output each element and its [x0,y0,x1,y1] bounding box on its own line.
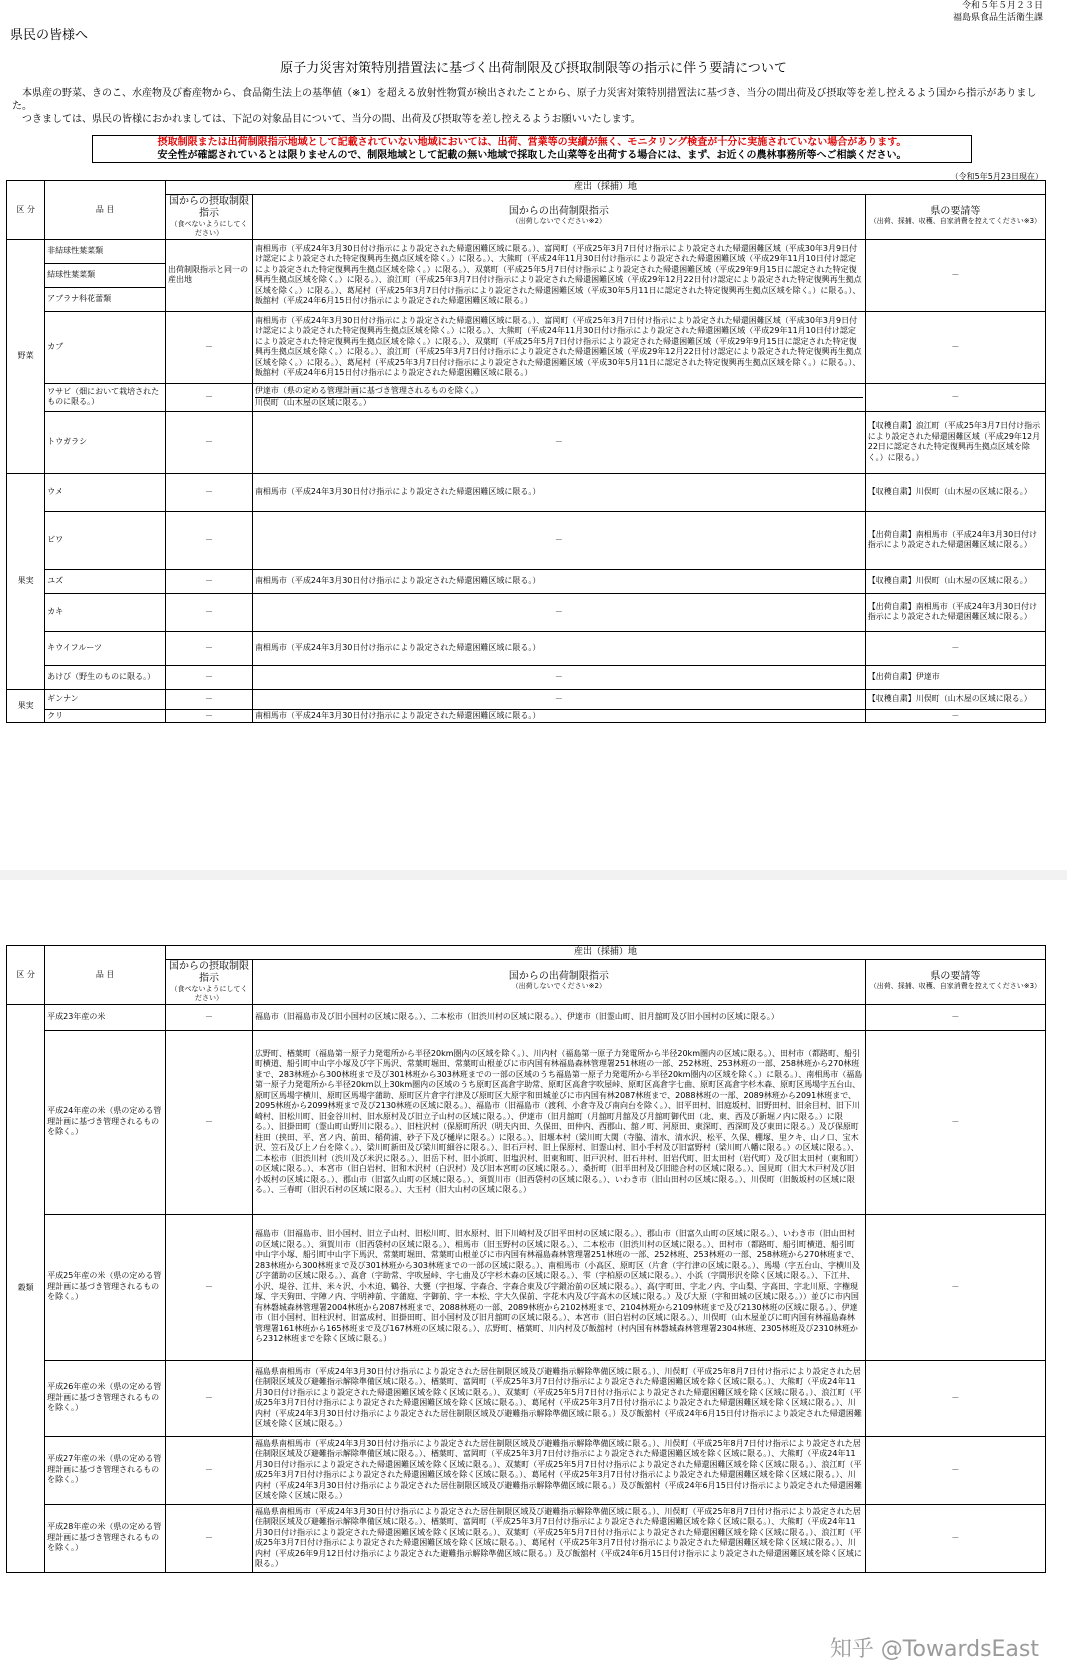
rice-h27-ship: 福島県南相馬市（平成24年3月30日付け指示により設定された居住制限区域及び避難指示解除準備区域に限る。）、川俣町（平成25年8月7日付け指示により設定された居住制限区域及び避難指示解除準備区域に限る。）、楢葉町、富岡町（平成25年3月7日付け指示により設定された帰還困難区域を除く区域に限る。）、大熊町（平成24年11月30日付け指示により設定された帰還困難区域を除く区域に限る。）、双葉町（平成25年5月7日付け指示により設定された帰還困難区域を除く区域に限る。）、浪江町（平成25年3月7日付け指示により設定された帰還困難区域を除く区域に限る。）、葛尾村（平成25年3月7日付け指示により設定された帰還困難区域を除く区域に限る。）、川内村（平成24年3月30日付け指示により設定された居住制限区域及び避難指示解除準備区域に限る。）及び飯舘村（平成24年6月15日付け指示により設定された帰還困難区域を除く区域に限る。） [252,1436,865,1504]
rice-h26-ship: 福島県南相馬市（平成24年3月30日付け指示により設定された居住制限区域及び避難指示解除準備区域に限る。）、川俣町（平成25年8月7日付け指示により設定された居住制限区域及び避難指示解除準備区域に限る。）、楢葉町、富岡町（平成25年3月7日付け指示により設定された帰還困難区域を除く区域に限る。）、大熊町（平成24年11月30日付け指示により設定された帰還困難区域を除く区域に限る。）、双葉町（平成25年5月7日付け指示により設定された帰還困難区域を除く区域に限る。）、浪江町（平成25年3月7日付け指示により設定された帰還困難区域を除く区域に限る。）、葛尾村（平成25年3月7日付け指示により設定された帰還困難区域を除く区域に限る。）、川内村（平成24年3月30日付け指示により設定された居住制限区域及び避難指示解除準備区域に限る。）及び飯舘村（平成24年6月15日付け指示により設定された帰還困難区域を除く区域に限る。） [252,1360,865,1436]
rice-h28-intake: － [166,1504,253,1572]
ume-intake: － [166,473,253,511]
item-rice-h25: 平成25年産の米（県の定める管理計画に基づき管理されるものを除く。） [45,1214,166,1360]
header-pref [865,194,1045,239]
notice-warning-red: 摂取制限または出荷制限指示地域として記載されていない地域においては、出荷、営業等の実績が無く、モニタリング検査が十分に実施されていない場合があります。 [157,137,907,148]
kaki-ship: － [252,593,865,631]
header-ship-2 [252,959,865,1004]
wasabi-intake: － [166,383,253,411]
biwa-ship: － [252,511,865,569]
ume-pref: 【収穫自粛】川俣町（山木屋の区域に限る。） [865,473,1045,511]
leafy-intake: 出荷制限指示と同一の産出地 [166,239,253,311]
item-rice-h27: 平成27年産の米（県の定める管理計画に基づき管理されるものを除く。） [45,1436,166,1504]
category-nuts: 果実 [7,689,45,723]
item-rice-h28: 平成28年産の米（県の定める管理計画に基づき管理されるものを除く。） [45,1504,166,1572]
akebi-ship: － [252,665,865,689]
intro-paragraph-2: つきましては、県民の皆様におかれましては、下記の対象品目について、当分の間、出荷及び摂取等を差し控えるようお願いいたします。 [22,114,641,125]
kabu-intake: － [166,311,253,383]
rice-h24-ship: 広野町、楢葉町（福島第一原子力発電所から半径20km圏内の区域を除く。）、川内村（福島第一原子力発電所から半径20km圏内の区域に限る。）、田村市（都路町、船引町横道、船引町中山字小塚及び字下馬沢、常葉町堀田、常葉町山根並びに市内国有林福島森林管理署251林班の一部、252林班、253林班の一部、258林班から270林班まで、283林班から300林班まで及び301林班から303林班までの一部の区域のうち福島第一原子力発電所から半径20km圏内の区域を除く。）に限る。）、南相馬市（福島第一原子力発電所から半径20km以上30km圏内の区域のうち原町区高倉字助常、原町区高倉字吹屋峠、原町区高倉字七曲、原町区高倉字杉木森、原町区馬場字五台山、原町区馬場字横川、原町区馬場字蒲助、原町区片倉字行津及び原町区大原字和田城並びに市内国有林2087林班まで、2088林班の一部、2089林班から2091林班まで、2095林班から2099林班まで及び2130林班の区域に限る。）、福島市（旧福島市（渡利、小倉寺及び南向台を除く。）、旧平田村、旧庭坂村、旧野田村、旧余目村、旧下川崎村、旧松川町、旧金谷川村、旧水原村及び旧立子山村の区域に限る。）、伊達市（旧月舘町（月舘町月舘及び月舘町御代田（北、東、西及び新堀ノ内に限る。）に限る。）、旧掛田町（霊山町山野川に限る。）、旧柱沢村（保原町所沢（明夫内田、久保田、田仲内、西郡山、舘ノ町、河原田、東深町、西深町及び東田に限る。）及び保原町柱田（挟田、平、宮ノ内、前田、稲荷浦、砂子下及び樋岸に限る。）に限る。）、旧堰本村（梁川町大関（寺脇、清水、清水沢、松平、久保、棚塚、里クキ、山ノ口、宝木沢、笠石及び上ノ台を除く。）、梁川町新田及び梁川町細谷に限る。）、旧石戸村、旧上保原村、旧霊山村、旧小手村及び旧富野村（梁川町八幡に限る。）の区域に限る。）、二本松市（旧渋川村（渋川及び米沢に限る。）、旧岳下村、旧小浜町、旧塩沢村、旧東和町、旧戸沢村、旧石井村、旧岩代町、旧太田村（岩代町）及び旧太田村（東和町）の区域に限る。）、本宮市（旧白岩村、旧和木沢村（白沢村）及び旧本宮町の区域に限る。）、桑折町（旧半田村及び旧睦合村の区域に限る。）、国見町（旧大木戸村及び旧小坂村の区域に限る。）、郡山市（旧富久山町の区域に限る。）、須賀川市（旧西袋村の区域に限る。）、いわき市（旧山田村の区域に限る。）、川俣町（旧飯坂村の区域に限る。）、三春町（旧沢石村の区域に限る。）、大玉村（旧大山村の区域に限る。） [252,1030,865,1214]
item-leafy-2: 結球性葉菜類 [45,263,166,287]
ginnan-intake: － [166,689,253,709]
document-title: 原子力災害対策特別措置法に基づく出荷制限及び摂取制限等の指示に伴う要請について [280,61,787,76]
kabu-ship: 南相馬市（平成24年3月30日付け指示により設定された帰還困難区域に限る。）、富岡町（平成25年3月7日付け指示により設定された帰還困難区域（平成30年3月9日付け認定により設定された特定復興再生拠点区域を除く。）に限る。）、大熊町（平成24年11月30日付け指示により設定された帰還困難区域（平成29年11月10日付け認定により設定された特定復興再生拠点区域を除く。）に限る。）、双葉町（平成25年5月7日付け指示により設定された帰還困難区域（平成29年9月15日に認定された特定復興再生拠点区域を除く。）に限る。）、浪江町（平成25年3月7日付け指示により設定された帰還困難区域（平成29年12月22日付け認定により設定された特定復興再生拠点区域を除く。）に限る。）、葛尾村（平成25年3月7日付け指示により設定された帰還困難区域（平成30年5月11日に認定された特定復興再生拠点区域を除く。）に限る。）、飯舘村（平成24年6月15日付け指示により設定された帰還困難区域に限る。） [252,311,865,383]
item-leafy-1: 非結球性葉菜類 [45,239,166,263]
header-ship-label: 国からの出荷制限指示 [508,205,609,217]
item-akebi: あけび（野生のものに限る。） [45,665,166,689]
issue-date: 令和５年５月２３日 [961,1,1043,11]
header-ship [252,194,865,239]
header-pref-2 [865,959,1045,1004]
rice-h25-ship: 福島市（旧福島市、旧小国村、旧立子山村、旧松川町、旧水原村、旧下川崎村及び旧平田村の区域に限る。）、郡山市（旧富久山町の区域に限る。）、いわき市（旧山田村の区域に限る。）、須賀川市（旧西袋村の区域に限る。）、相馬市（旧玉野村の区域に限る。）、二本松市（旧渋川村の区域に限る。）、田村市（都路町、船引町横道、船引町中山字小塚、船引町中山字下馬沢、常葉町堀田、常葉町山根並びに市内国有林福島森林管理署251林班の一部、252林班、253林班の一部、258林班から270林班まで、283林班から300林班まで及び301林班から303林班までの一部の区域に限る。）、南相馬市（小高区、原町区（片倉（字行津の区域に限る。）、馬場（字五台山、字横川及び字蒲助の区域に限る。）、高倉（字助常、字吹屋峠、字七曲及び字杉木森の区域に限る。）、雫（字柏原の区域に限る。）、小浜（字間形沢を除く区域に限る。）、下江井、小沢、堤谷、江井、米々沢、小木迫、鶴谷、大甕（字担塚、字森合、字森合東及び字鍛冶前の区域に限る。）、高(字町田、字北ノ内、字山梨、字高田、字北川原、字権現塚、字天狗田、字陣ノ内、字明神前、字蒲庭、字御前、字一本松、字大久保前、字花木内及び字高木の区域に限る。）及び大原（字和田城の区域に限る。））並びに市内国有林磐城森林管理署2004林班から2087林班まで、2088林班の一部、2089林班から2102林班まで、2104林班から2109林班まで及び2130林班の区域に限る。）、伊達市（旧小国村、旧柱沢村、旧富成村、旧掛田町、旧小国村及び旧月舘町の区域に限る。）、本宮市（旧白岩村の区域に限る。）、川俣町（山木屋並びに町内国有林福島森林管理署161林班から165林班まで及び167林班の区域に限る。）、広野町、楢葉町、川内村及び飯舘村（村内国有林磐城森林管理署2304林班、2305林班及び2310林班から2312林班までを除く区域に限る。） [252,1214,865,1360]
restriction-table-2 [6,945,1046,1573]
yuzu-ship: 南相馬市（平成24年3月30日付け指示により設定された帰還困難区域に限る。） [252,569,865,593]
item-rice-h23: 平成23年産の米 [45,1004,166,1030]
item-leafy-3: アブラナ科花蕾類 [45,287,166,311]
item-yuzu: ユズ [45,569,166,593]
item-biwa: ビワ [45,511,166,569]
restriction-table-1 [6,180,1046,723]
yuzu-pref: 【収穫自粛】川俣町（山木屋の区域に限る。） [865,569,1045,593]
togarashi-intake: － [166,411,253,473]
as-of-date: （令和5年5月23日現在） [950,172,1043,181]
date-block [953,0,1043,24]
item-ginnan: ギンナン [45,689,166,709]
item-kaki: カキ [45,593,166,631]
rice-h25-intake: － [166,1214,253,1360]
header-category-2: 区 分 [7,946,45,1005]
akebi-intake: － [166,665,253,689]
intro-text [12,87,1049,126]
togarashi-ship: － [252,411,865,473]
ume-ship: 南相馬市（平成24年3月30日付け指示により設定された帰還困難区域に限る。） [252,473,865,511]
header-origin: 産出（採捕）地 [166,181,1046,195]
header-item-2: 品 目 [45,946,166,1005]
kuri-pref: － [865,709,1045,723]
issuing-department: 福島県食品生活衛生課 [952,13,1043,23]
header-category: 区 分 [7,181,45,240]
wasabi-ship-1: 伊達市（県の定める管理計画に基づき管理されるものを除く。） [255,386,863,398]
kiwi-intake: － [166,631,253,665]
notice-box [92,135,972,163]
akebi-pref: 【出荷自粛】伊達市 [865,665,1045,689]
rice-h27-pref: － [865,1436,1045,1504]
kuri-ship: 南相馬市（平成24年3月30日付け指示により設定された帰還困難区域に限る。） [252,709,865,723]
item-rice-h24: 平成24年産の米（県の定める管理計画に基づき管理されるものを除く。） [45,1030,166,1214]
item-kiwi: キウイフルーツ [45,631,166,665]
header-intake-note: （食べないようにしてください） [170,219,248,237]
header-pref-note-2: （出荷、採捕、収穫、自家消費を控えてください※3） [869,982,1042,991]
item-wasabi: ワサビ（畑において栽培されたものに限る。） [45,383,166,411]
ginnan-ship: － [252,689,865,709]
leafy-pref: － [865,239,1045,311]
category-grains: 穀類 [7,1004,45,1572]
header-intake-label: 国からの摂取制限指示 [168,195,249,219]
kiwi-pref: － [865,631,1045,665]
ginnan-pref: 【収穫自粛】川俣町（山木屋の区域に限る。） [865,689,1045,709]
rice-h25-pref: － [865,1214,1045,1360]
leafy-ship: 南相馬市（平成24年3月30日付け指示により設定された帰還困難区域に限る。）、富岡町（平成25年3月7日付け指示により設定された帰還困難区域（平成30年3月9日付け認定により設定された特定復興再生拠点区域を除く。）に限る。）、大熊町（平成24年11月30日付け指示により設定された帰還困難区域（平成29年11月10日付け認定により設定された特定復興再生拠点区域を除く。）に限る。）、双葉町（平成25年5月7日付け指示により設定された帰還困難区域（平成29年9月15日に認定された特定復興再生拠点区域を除く。）に限る。）、浪江町（平成25年3月7日付け指示により設定された帰還困難区域（平成29年12月22日付け認定により設定された特定復興再生拠点区域を除く。）に限る。）、葛尾村（平成25年3月7日付け指示により設定された帰還困難区域（平成30年5月11日に認定された特定復興再生拠点区域を除く。）に限る。）、飯舘村（平成24年6月15日付け指示により設定された帰還困難区域に限る。） [252,239,865,311]
yuzu-intake: － [166,569,253,593]
item-kabu: カブ [45,311,166,383]
rice-h23-pref: － [865,1004,1045,1030]
category-fruits: 果実 [7,473,45,689]
header-intake-2 [166,959,253,1004]
intro-paragraph-1: 本県産の野菜、きのこ、水産物及び畜産物から、食品衛生法上の基準値（※1）を超える放射性物質が検出されたことから、原子力災害対策特別措置法に基づき、当分の間出荷及び摂取等を差し控えるよう国から指示がありました。 [12,88,1037,112]
header-ship-note: （出荷しないでください※2） [511,217,606,226]
rice-h28-pref: － [865,1504,1045,1572]
notice-warning-black: 安全性が確認されているとは限りませんので、制限地域として記載の無い地域で採取した山菜等を出荷する場合には、まず、お近くの農林事務所等へご相談ください。 [157,150,907,161]
togarashi-pref: 【収穫自粛】浪江町（平成25年3月7日付け指示により設定された帰還困難区域（平成29年12月22日に認定された特定復興再生拠点区域を除く。）に限る。） [865,411,1045,473]
header-ship-note-2: （出荷しないでください※2） [511,982,606,991]
rice-h26-intake: － [166,1360,253,1436]
header-pref-note: （出荷、採捕、収穫、自家消費を控えてください※3） [869,217,1042,226]
item-togarashi: トウガラシ [45,411,166,473]
header-item: 品 目 [45,181,166,240]
header-pref-label-2: 県の要請等 [930,970,981,982]
rice-h27-intake: － [166,1436,253,1504]
document-page-1 [0,0,1067,780]
biwa-pref: 【出荷自粛】南相馬市（平成24年3月30日付け指示により設定された帰還困難区域に限る。） [865,511,1045,569]
item-kuri: クリ [45,709,166,723]
rice-h24-pref: － [865,1030,1045,1214]
kiwi-ship: 南相馬市（平成24年3月30日付け指示により設定された帰還困難区域に限る。） [252,631,865,665]
wasabi-pref: － [865,383,1045,411]
item-rice-h26: 平成26年産の米（県の定める管理計画に基づき管理されるものを除く。） [45,1360,166,1436]
kuri-intake: － [166,709,253,723]
kaki-intake: － [166,593,253,631]
biwa-intake: － [166,511,253,569]
item-ume: ウメ [45,473,166,511]
header-intake-note-2: （食べないようにしてください） [170,984,248,1002]
rice-h26-pref: － [865,1360,1045,1436]
wasabi-ship [252,383,865,411]
header-origin-2: 産出（採捕）地 [166,946,1046,960]
header-ship-label-2: 国からの出荷制限指示 [508,970,609,982]
document-page-2 [0,880,1067,1673]
rice-h24-intake: － [166,1030,253,1214]
category-vegetables: 野菜 [7,239,45,473]
rice-h23-intake: － [166,1004,253,1030]
header-intake [166,194,253,239]
wasabi-ship-2: 川俣町（山木屋の区域に限る。） [254,397,371,407]
rice-h28-ship: 福島県南相馬市（平成24年3月30日付け指示により設定された居住制限区域及び避難指示解除準備区域に限る。）、川俣町（平成25年8月7日付け指示により設定された居住制限区域及び避難指示解除準備区域に限る。）、楢葉町、富岡町（平成25年3月7日付け指示により設定された帰還困難区域を除く区域に限る。）、大熊町（平成24年11月30日付け指示により設定された帰還困難区域を除く区域に限る。）、双葉町（平成25年5月7日付け指示により設定された帰還困難区域を除く区域に限る。）、浪江町（平成25年3月7日付け指示により設定された帰還困難区域を除く区域に限る。）、葛尾村（平成25年3月7日付け指示により設定された帰還困難区域を除く区域に限る。）、川内村（平成26年9月12日付け指示により設定された避難指示解除準備区域に限る。）及び飯舘村（平成24年6月15日付け指示により設定された帰還困難区域を除く区域に限る。） [252,1504,865,1572]
header-intake-label-2: 国からの摂取制限指示 [168,960,249,984]
kabu-pref: － [865,311,1045,383]
header-pref-label: 県の要請等 [930,205,981,217]
kaki-pref: 【出荷自粛】南相馬市（平成24年3月30日付け指示により設定された帰還困難区域に限る。） [865,593,1045,631]
greeting: 県民の皆様へ [10,28,89,43]
rice-h23-ship: 福島市（旧福島市及び旧小国村の区域に限る。）、二本松市（旧渋川村の区域に限る。）、伊達市（旧霊山町、旧月舘町及び旧小国村の区域に限る。） [252,1004,865,1030]
watermark-text: 知乎 @TowardsEast [829,1637,1039,1662]
page-separator [0,870,1067,880]
